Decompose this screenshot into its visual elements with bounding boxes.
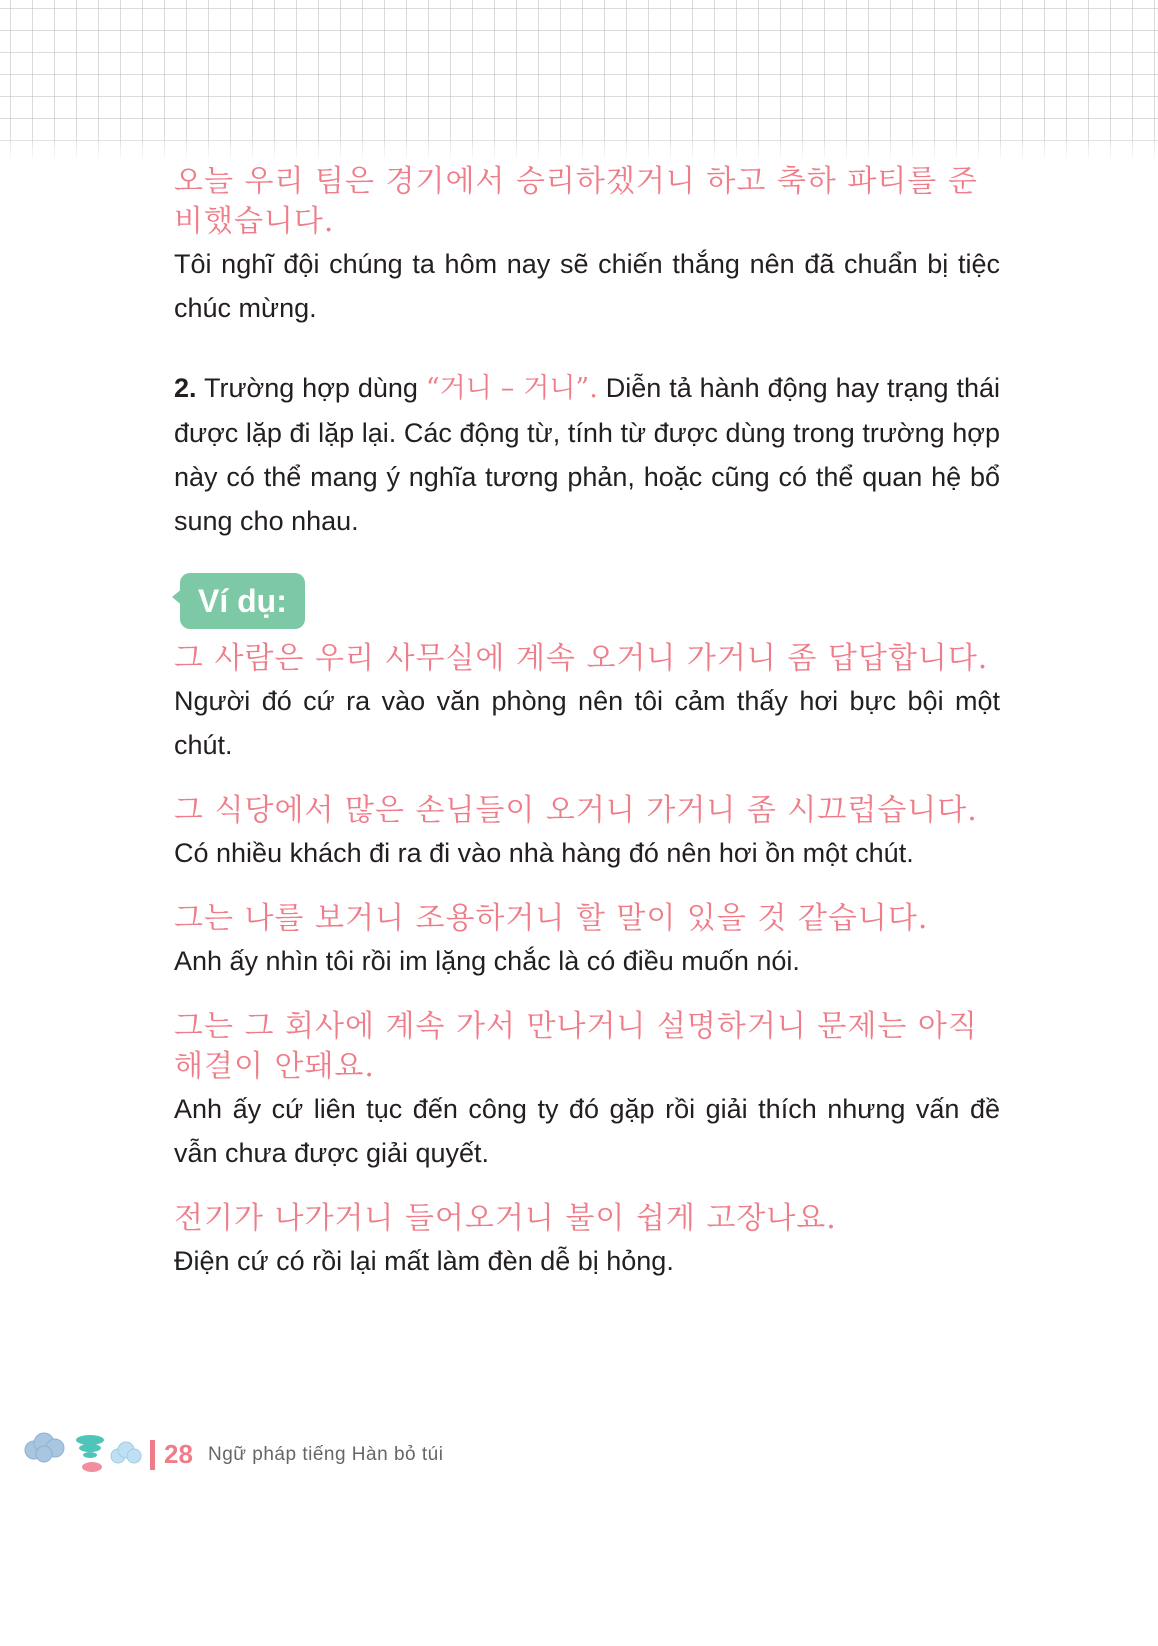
example-badge-wrap	[174, 573, 1000, 633]
example-vietnamese: Có nhiều khách đi ra đi vào nhà hàng đó nên hơi ồn một chút.	[174, 838, 914, 868]
example-item	[174, 899, 1000, 983]
section-text: Diễn tả hành động hay trạng thái được lặp đi lặp lại. Các động từ, tính từ được dùng trong trường hợp này có thể mang ý nghĩa tương phản, hoặc cũng có thể quan hệ bổ sung cho nhau.	[174, 373, 1000, 536]
example-korean: 그는 나를 보거니 조용하거니 할 말이 있을 것 같습니다.	[174, 901, 929, 936]
example-vietnamese: Điện cứ có rồi lại mất làm đèn dễ bị hỏng.	[174, 1246, 674, 1276]
book-title: Ngữ pháp tiếng Hàn bỏ túi	[208, 1444, 444, 1465]
example-vietnamese: Người đó cứ ra vào văn phòng nên tôi cảm thấy hơi bực bội một chút.	[174, 686, 1000, 760]
example-item	[174, 791, 1000, 875]
grid-pattern-header	[0, 0, 1158, 162]
section-pattern: “거니 – 거니”.	[425, 373, 598, 404]
example-vietnamese: Anh ấy cứ liên tục đến công ty đó gặp rồi giải thích nhưng vấn đề vẫn chưa được giải quyết.	[174, 1094, 1000, 1168]
example-korean: 전기가 나가거니 들어오거니 불이 쉽게 고장나요.	[174, 1201, 837, 1236]
example-korean: 그 식당에서 많은 손님들이 오거니 가거니 좀 시끄럽습니다.	[174, 793, 978, 828]
section-number: 2.	[174, 373, 197, 403]
example-item	[174, 1007, 1000, 1175]
example-korean: 그 사람은 우리 사무실에 계속 오거니 가거니 좀 답답합니다.	[174, 641, 989, 676]
section-2-paragraph	[174, 366, 1000, 543]
example-item	[174, 1199, 1000, 1283]
page-footer	[22, 1430, 622, 1480]
example-korean: 그는 그 회사에 계속 가서 만나거니 설명하거니 문제는 아직 해결이 안돼요.	[174, 1009, 978, 1084]
intro-example-korean: 오늘 우리 팀은 경기에서 승리하겠거니 하고 축하 파티를 준비했습니다.	[174, 164, 978, 239]
example-item	[174, 639, 1000, 767]
example-badge: Ví dụ:	[180, 573, 305, 629]
section-lead: Trường hợp dùng	[203, 373, 418, 403]
page-content	[174, 162, 1000, 1283]
example-vietnamese: Anh ấy nhìn tôi rồi im lặng chắc là có điều muốn nói.	[174, 946, 800, 976]
page-number: 28	[164, 1439, 193, 1469]
cloud-decoration-icon	[22, 1430, 146, 1478]
footer-divider	[150, 1440, 155, 1470]
intro-example-vietnamese: Tôi nghĩ đội chúng ta hôm nay sẽ chiến thắng nên đã chuẩn bị tiệc chúc mừng.	[174, 249, 1000, 323]
